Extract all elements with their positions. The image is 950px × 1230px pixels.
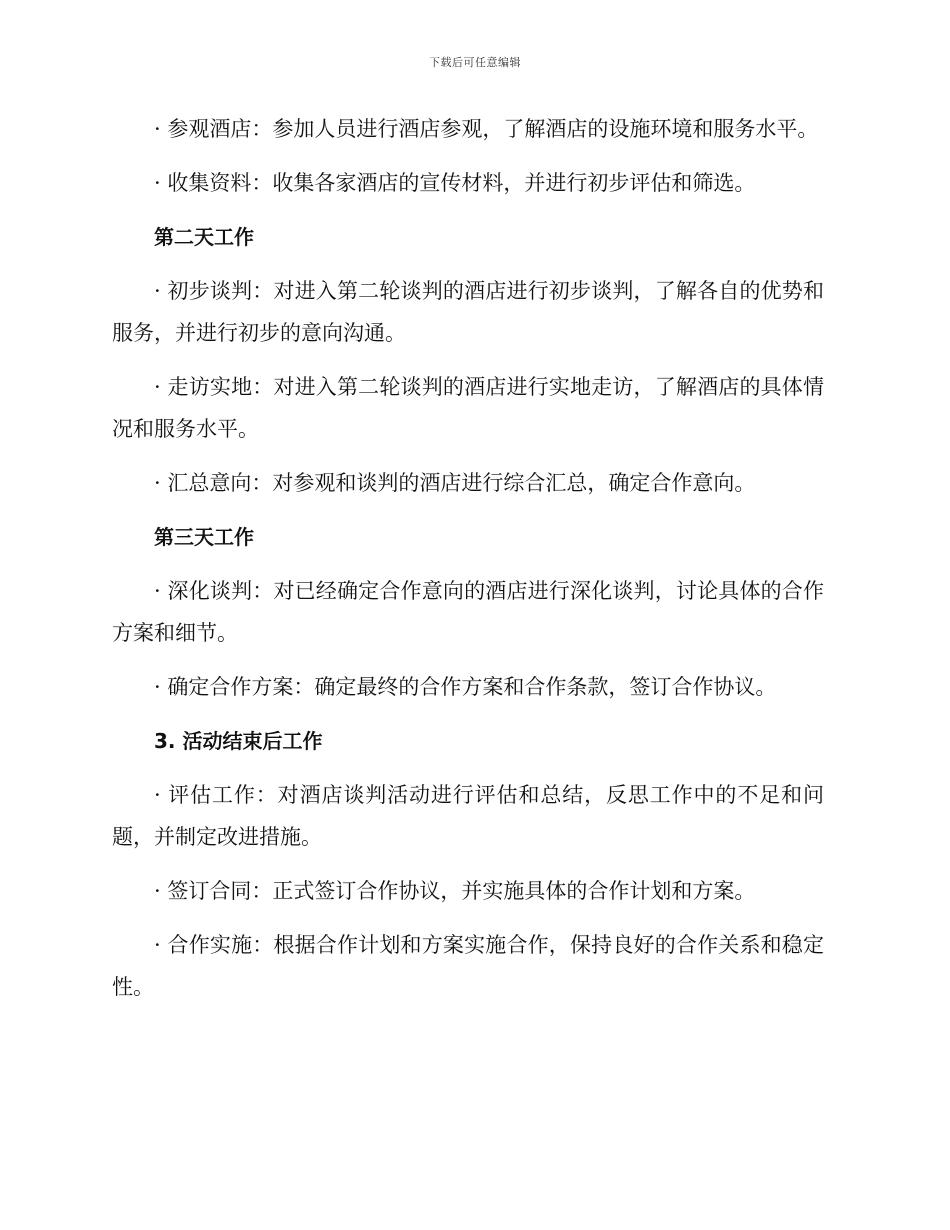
- paragraph-summarize-intent: · 汇总意向：对参观和谈判的酒店进行综合汇总，确定合作意向。: [154, 471, 756, 495]
- section-heading-day-three: 第三天工作: [154, 525, 254, 549]
- paragraph-deepen-negotiation: · 深化谈判：对已经确定合作意向的酒店进行深化谈判，讨论具体的合作方案和细节。: [112, 579, 824, 645]
- paragraph-confirm-plan: · 确定合作方案：确定最终的合作方案和合作条款，签订合作协议。: [154, 675, 777, 699]
- page-header: 下载后可任意编辑: [429, 56, 521, 69]
- document-body: [112, 108, 824, 1008]
- section-heading-day-two: 第二天工作: [154, 225, 254, 249]
- section-heading-after-event: 3. 活动结束后工作: [154, 729, 323, 753]
- paragraph-site-visit: · 走访实地：对进入第二轮谈判的酒店进行实地走访，了解酒店的具体情况和服务水平。: [112, 375, 824, 441]
- paragraph-initial-negotiation: · 初步谈判：对进入第二轮谈判的酒店进行初步谈判，了解各自的优势和服务，并进行初步的意向沟通。: [112, 279, 824, 345]
- paragraph-sign-contract: · 签订合同：正式签订合作协议，并实施具体的合作计划和方案。: [154, 879, 756, 903]
- paragraph-visit-hotel: · 参观酒店：参加人员进行酒店参观，了解酒店的设施环境和服务水平。: [154, 117, 819, 141]
- paragraph-evaluation: · 评估工作：对酒店谈判活动进行评估和总结，反思工作中的不足和问题，并制定改进措施。: [112, 783, 824, 849]
- paragraph-collect-materials: · 收集资料：收集各家酒店的宣传材料，并进行初步评估和筛选。: [154, 171, 756, 195]
- paragraph-implementation: · 合作实施：根据合作计划和方案实施合作，保持良好的合作关系和稳定性。: [112, 933, 824, 999]
